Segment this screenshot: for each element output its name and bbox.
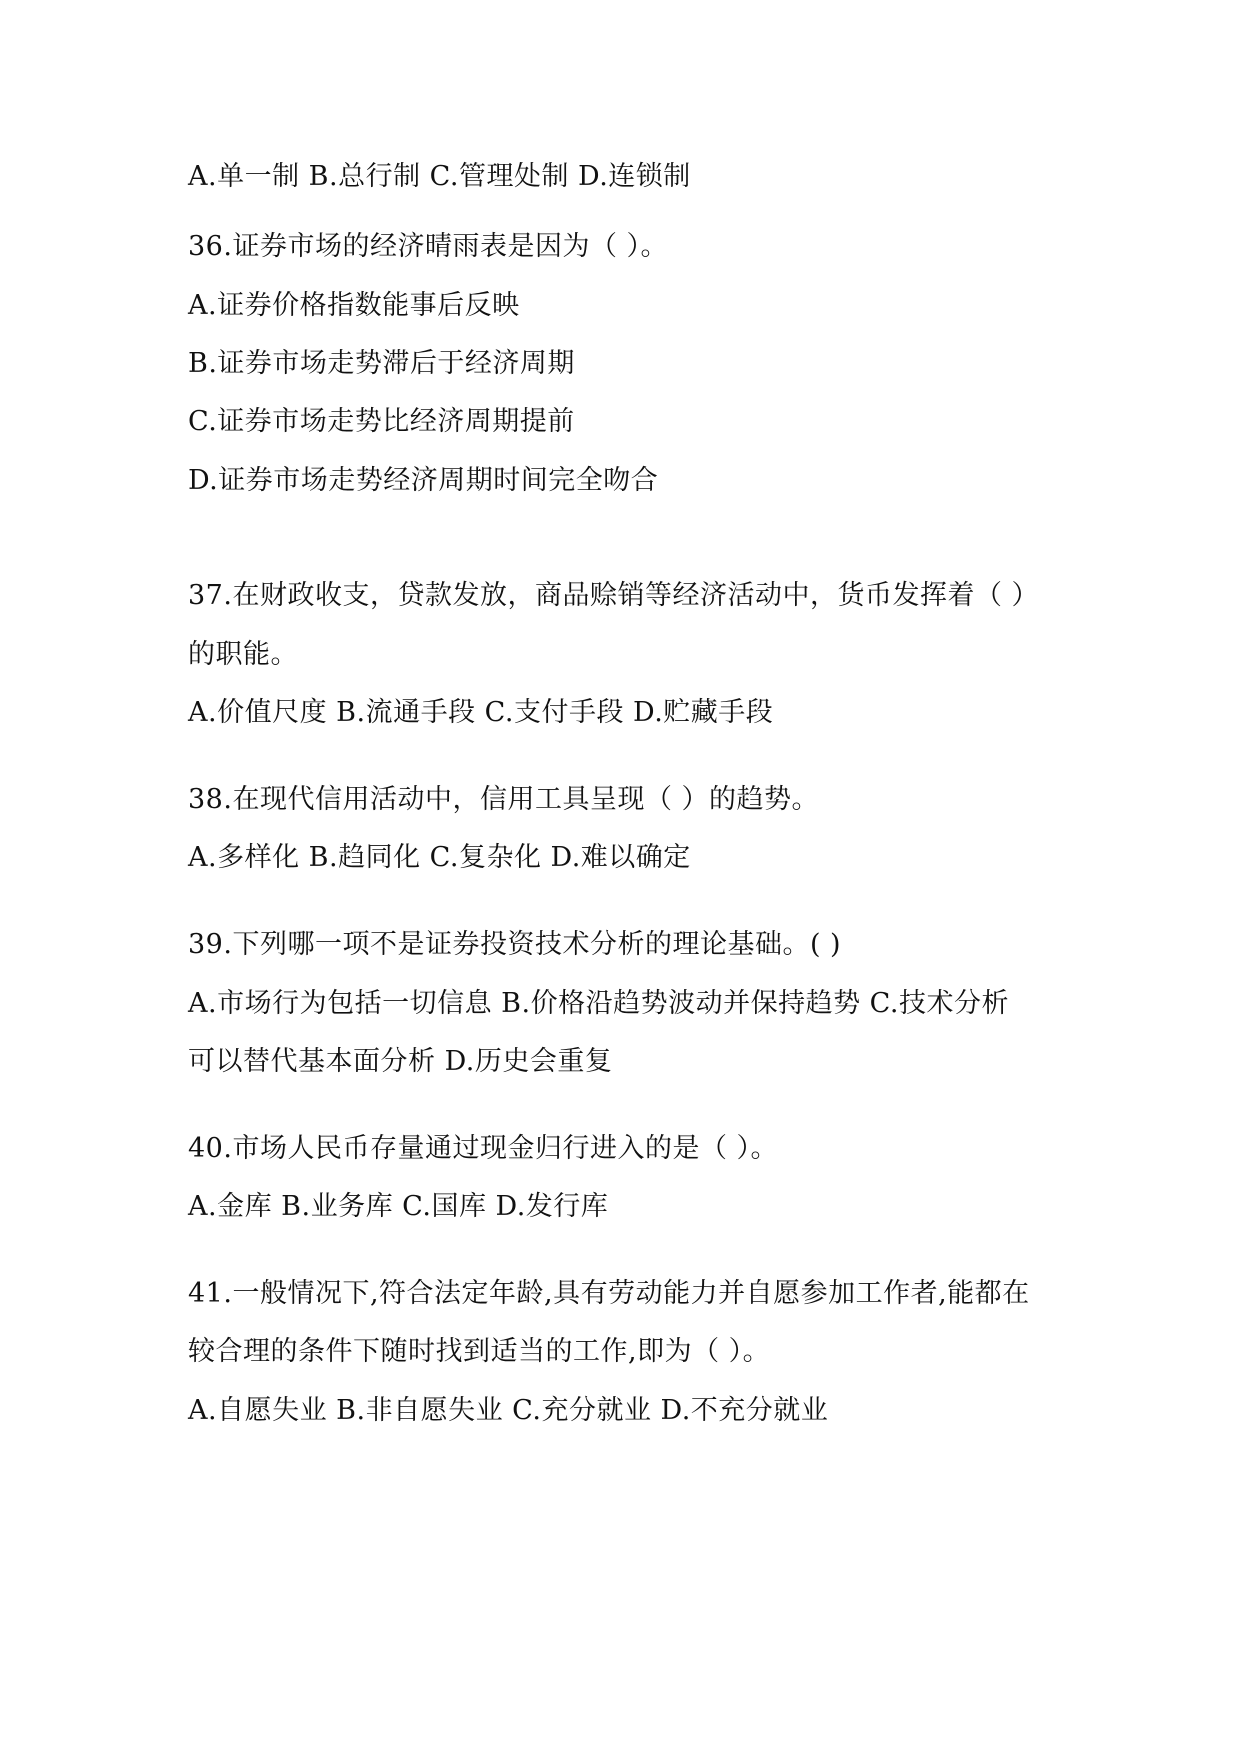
q36-option-b: B.证券市场走势滞后于经济周期 [188, 348, 575, 379]
q35-options: A.单一制 B.总行制 C.管理处制 D.连锁制 [188, 161, 691, 192]
q39-question: 39.下列哪一项不是证券投资技术分析的理论基础。( ) [188, 929, 842, 960]
q38-options: A.多样化 B.趋同化 C.复杂化 D.难以确定 [188, 842, 691, 873]
q41-options: A.自愿失业 B.非自愿失业 C.充分就业 D.不充分就业 [188, 1395, 829, 1426]
q36-option-d: D.证券市场走势经济周期时间完全吻合 [188, 465, 659, 496]
q39-options-line1: A.市场行为包括一切信息 B.价格沿趋势波动并保持趋势 C.技术分析 [188, 988, 1009, 1019]
q36-option-a: A.证券价格指数能事后反映 [188, 290, 520, 321]
q37-question-line2: 的职能。 [188, 639, 298, 670]
q37-options: A.价值尺度 B.流通手段 C.支付手段 D.贮藏手段 [188, 697, 774, 728]
q40-question: 40.市场人民币存量通过现金归行进入的是（ ）。 [188, 1133, 779, 1164]
q41-question-line1: 41.一般情况下,符合法定年龄,具有劳动能力并自愿参加工作者,能都在 [188, 1278, 1030, 1309]
q41-question-line2: 较合理的条件下随时找到适当的工作,即为（ ）。 [188, 1336, 771, 1367]
q39-options-line2: 可以替代基本面分析 D.历史会重复 [188, 1046, 613, 1077]
q36-question: 36.证券市场的经济晴雨表是因为（ ）。 [188, 231, 669, 262]
q38-question: 38.在现代信用活动中，信用工具呈现（ ）的趋势。 [188, 784, 820, 815]
q37-question-line1: 37.在财政收支，贷款发放，商品赊销等经济活动中，货币发挥着（ ） [188, 580, 1040, 611]
q40-options: A.金库 B.业务库 C.国库 D.发行库 [188, 1191, 609, 1222]
q36-option-c: C.证券市场走势比经济周期提前 [188, 406, 575, 437]
